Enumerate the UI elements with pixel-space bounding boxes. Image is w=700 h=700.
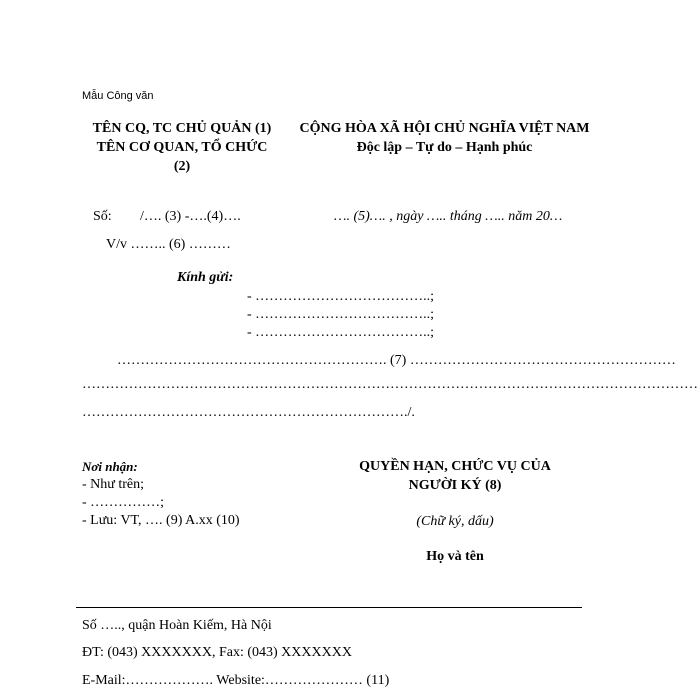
- signer-name: Họ và tên: [426, 549, 484, 564]
- footer-address: Số ….., quận Hoàn Kiếm, Hà Nội: [82, 618, 272, 633]
- footer-divider: [76, 607, 582, 608]
- agency-name-note: (2): [173, 159, 191, 174]
- receiver-item: - Như trên;: [82, 477, 145, 492]
- national-title: CỘNG HÒA XÃ HỘI CHỦ NGHĨA VIỆT NAM: [299, 121, 590, 136]
- receiver-item: - ……………;: [82, 495, 165, 510]
- receiver-item: - Lưu: VT, …. (9) A.xx (10): [82, 513, 240, 528]
- template-label: Mẫu Công văn: [82, 90, 154, 102]
- parent-agency-name: TÊN CQ, TC CHỦ QUẢN (1): [92, 121, 272, 136]
- recipient-item: - ………………………………..;: [247, 307, 435, 322]
- body-line: ……………………………………………………………………………………………………………………: [82, 377, 698, 392]
- recipients-heading: Kính gửi:: [177, 270, 234, 285]
- national-motto: Độc lập – Tự do – Hạnh phúc: [356, 140, 533, 155]
- footer-phone: ĐT: (043) XXXXXXX, Fax: (043) XXXXXXX: [82, 645, 352, 660]
- body-line: …………………………………………………. (7) …………………………………………………: [117, 353, 676, 368]
- sign-note: (Chữ ký, dấu): [416, 514, 494, 529]
- signer-title: QUYỀN HẠN, CHỨC VỤ CỦA: [359, 459, 551, 474]
- subject-line: V/v …….. (6) ………: [106, 237, 231, 252]
- footer-email-website: E-Mail:………………. Website:………………… (11): [82, 673, 390, 688]
- signer-title-line2: NGƯỜI KÝ (8): [408, 478, 502, 493]
- number-label: Số:: [93, 209, 112, 224]
- agency-name: TÊN CƠ QUAN, TỔ CHỨC: [96, 140, 268, 155]
- recipient-item: - ………………………………..;: [247, 289, 435, 304]
- recipient-item: - ………………………………..;: [247, 325, 435, 340]
- body-line: ……………………………………………………………./.: [82, 405, 415, 420]
- document-number: /…. (3) -….(4)….: [140, 209, 241, 224]
- place-date: …. (5)…. , ngày ….. tháng ….. năm 20…: [334, 209, 563, 224]
- receivers-heading: Nơi nhận:: [82, 459, 138, 474]
